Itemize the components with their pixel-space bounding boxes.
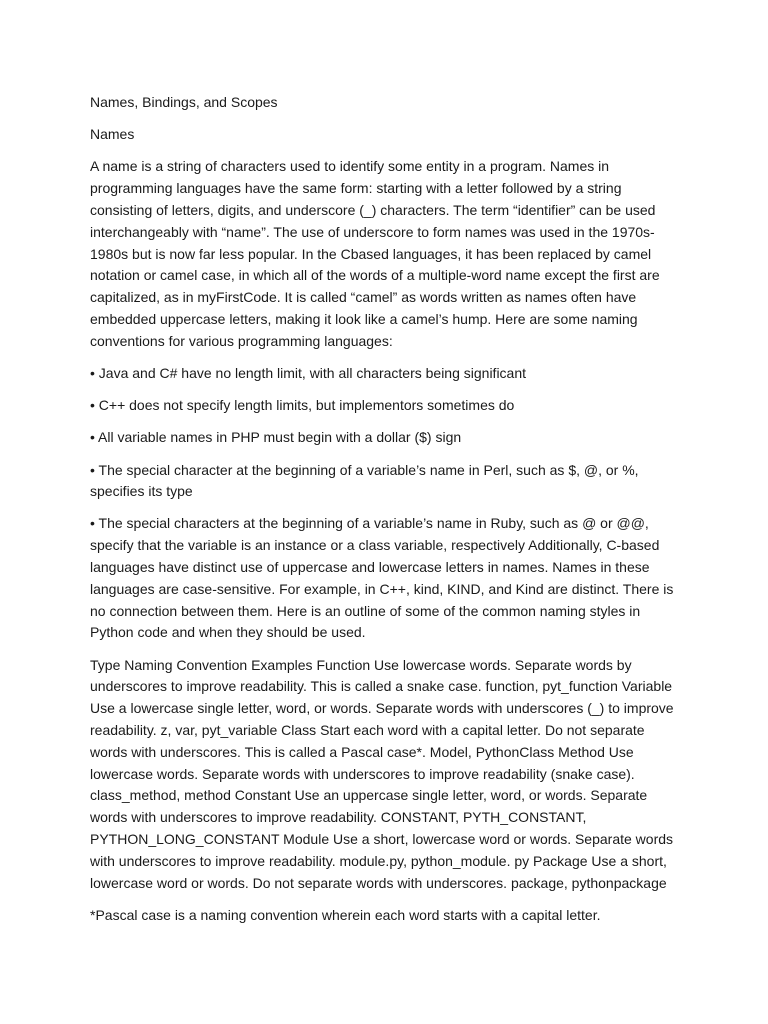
bullet-item: • C++ does not specify length limits, but implementors sometimes do [90, 397, 515, 414]
section-heading: Names [90, 126, 135, 143]
intro-paragraph: A name is a string of characters used to identify some entity in a program. Names in programming languages have the same form: starting with a letter followed by a string consisting of letters, digits, and underscore (_) characters. The term “identifier” can be used interchangeably with “name”. The use of underscore to form names was used in the 1970s-1980s but is now far less popular. In the Cbased languages, it has been replaced by camel notation or camel case, in which all of the words of a multiple-word name except the first are capitalized, as in myFirstCode. It is called “camel” as words written as names often have embedded uppercase letters, making it look like a camel’s hump. Here are some naming conventions for various programming languages: [90, 158, 660, 349]
bullet-item: • The special character at the beginning of a variable’s name in Perl, such as $, @, or %, specifies its type [90, 461, 639, 500]
document-page [90, 92, 682, 937]
document-title: Names, Bindings, and Scopes [90, 94, 278, 110]
bullet-item: • All variable names in PHP must begin with a dollar ($) sign [90, 429, 462, 446]
naming-table-paragraph: Type Naming Convention Examples Function Use lowercase words. Separate words by underscores to improve readability. This is called a snake case. function, pyt_function Variable Use a lowercase single letter, word, or words. Separate words with underscores (_) to improve readability. z, var, pyt_variable Class Start each word with a capital letter. Do not separate words with underscores. This is called a Pascal case*. Model, PythonClass Method Use lowercase words. Separate words with underscores to improve readability (snake case). class_method, method Constant Use an uppercase single letter, word, or words. Separate words with underscores to improve readability. CONSTANT, PYTH_CONSTANT, PYTHON_LONG_CONSTANT Module Use a short, lowercase word or words. Separate words with underscores to improve readability. module.py, python_module. py Package Use a short, lowercase word or words. Do not separate words with underscores. package, pythonpackage [90, 656, 674, 891]
footnote: *Pascal case is a naming convention wherein each word starts with a capital letter. [90, 906, 601, 923]
bullet-item: • The special characters at the beginning of a variable’s name in Ruby, such as @ or @@, specify that the variable is an instance or a class variable, respectively Additionally, C-based languages have distinct use of uppercase and lowercase letters in names. Names in these languages are case-sensitive. For example, in C++, kind, KIND, and Kind are distinct. There is no connection between them. Here is an outline of some of the common naming styles in Python code and when they should be used. [90, 515, 674, 641]
bullet-item: • Java and C# have no length limit, with all characters being significant [90, 364, 527, 381]
